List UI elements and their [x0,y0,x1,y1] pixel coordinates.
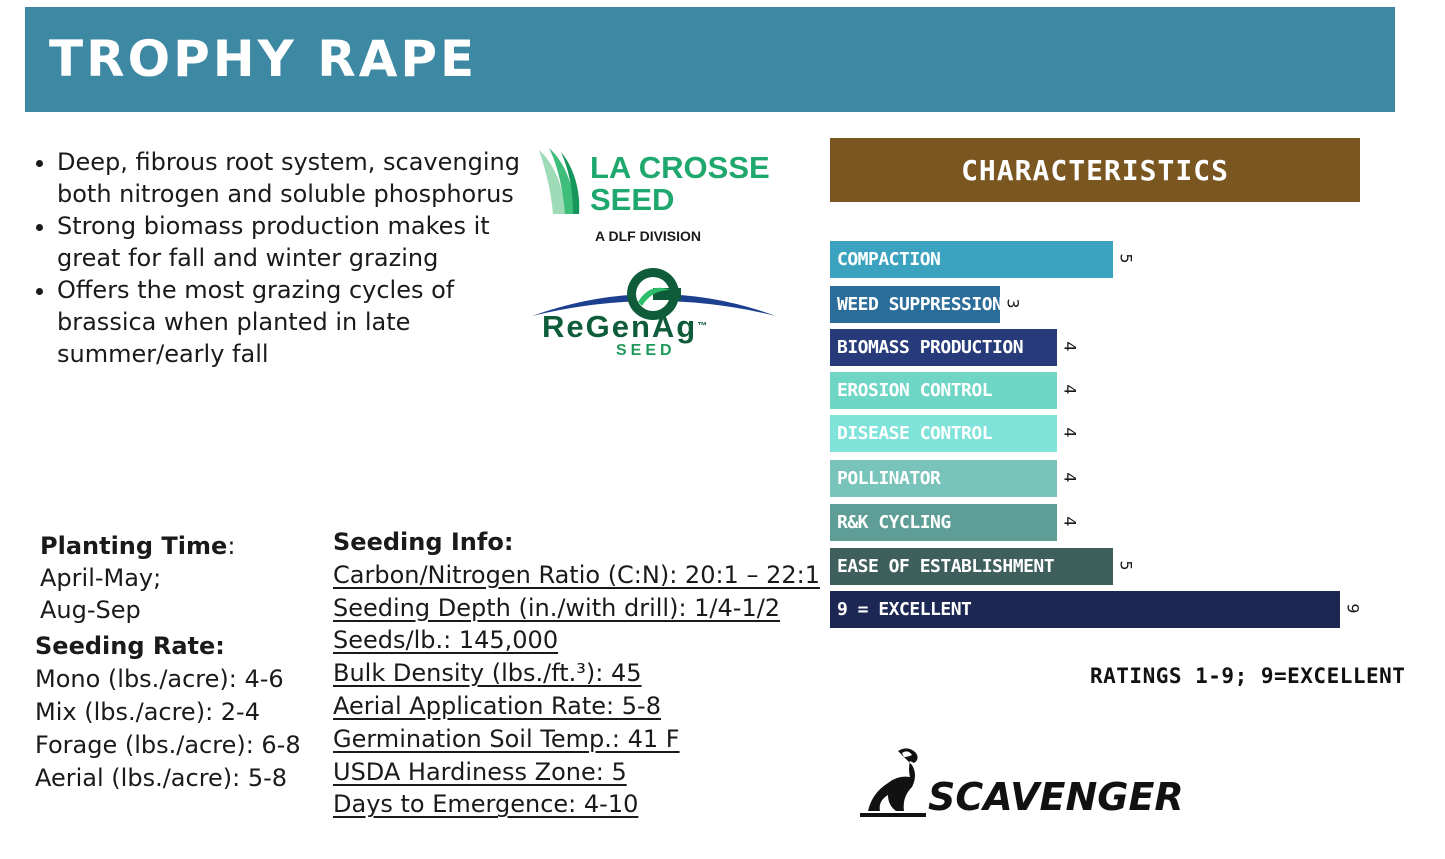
bar-value-label: 4 [1060,427,1080,438]
planting-label: Planting Time [40,532,228,560]
la-crosse-seed-logo [535,148,780,248]
seeding-info-label: Seeding Info: [333,528,514,556]
seeding-rate [35,630,301,795]
bar-value-label: 3 [1003,298,1023,309]
bar-9-excellent [830,591,1340,628]
logo-subtitle: SEED [616,342,676,359]
planting-time [40,530,235,626]
scavenger-wordmark: SCAVENGER [928,775,1184,819]
bar-ease-of-establishment [830,548,1113,585]
seeding-info-row: Bulk Density (lbs./ft.³): 45 [333,659,642,688]
seeding-info-row: Germination Soil Temp.: 41 F [333,724,680,753]
bar-label: EROSION CONTROL [837,380,993,401]
logo-text-line2: SEED [590,182,675,217]
bar-label: 9 = EXCELLENT [837,599,972,620]
seeding-info-row: Seeding Depth (in./with drill): 1/4-1/2 [333,593,781,622]
bar-value-label: 5 [1116,560,1136,571]
seeding-rate-row: Aerial (lbs./acre): 5-8 [35,764,288,792]
seeding-info-row: Aerial Application Rate: 5-8 [333,691,661,720]
seeding-rate-row: Mix (lbs./acre): 2-4 [35,698,260,726]
bar-value-label: 4 [1060,472,1080,483]
seeding-rate-row: Mono (lbs./acre): 4-6 [35,665,284,693]
bar-weed-suppression [830,286,1003,323]
logo-subtitle: A DLF DIVISION [595,228,702,244]
page-title: TROPHY RAPE [49,30,478,88]
seeding-info-row: Seeds/lb.: 145,000 [333,626,559,655]
bar-erosion-control [830,372,1057,409]
bar-disease-control [830,415,1057,452]
bar-value-label: 4 [1060,341,1080,352]
bar-value-label: 4 [1060,516,1080,527]
feature-list [32,146,537,370]
seeding-rate-label: Seeding Rate: [35,632,225,660]
bar-label: EASE OF ESTABLISHMENT [837,556,1055,577]
bar-label: BIOMASS PRODUCTION [837,337,1024,358]
bar-value-label: 9 [1343,603,1363,614]
seeding-info-row: USDA Hardiness Zone: 5 [333,757,627,786]
bar-biomass-production [830,329,1057,366]
bar-r-k-cycling [830,504,1057,541]
scavenger-logo [858,745,1184,825]
seeding-info [333,526,820,821]
bar-label: R&K CYCLING [837,512,951,533]
leaf-icon [535,148,590,218]
planting-window-fall: Aug-Sep [40,596,141,624]
regenag-seed-logo [530,268,780,363]
list-item: • Strong biomass production makes it great for fall and winter grazing [57,210,537,274]
bar-value-label: 5 [1116,253,1136,264]
list-item: • Deep, fibrous root system, scavenging both nitrogen and soluble phosphorus [57,146,537,210]
trademark: ™ [697,321,710,332]
title-banner [25,7,1395,112]
bar-label: COMPACTION [837,249,941,270]
ratings-note: RATINGS 1-9; 9=EXCELLENT [1090,664,1406,688]
seeding-info-row: Carbon/Nitrogen Ratio (C:N): 20:1 – 22:1 [333,560,820,589]
logo-text: ReGenAg [542,309,698,344]
planting-colon: : [227,532,236,560]
seeding-rate-row: Forage (lbs./acre): 6-8 [35,731,301,759]
bar-value-label: 4 [1060,384,1080,395]
bar-label: WEED SUPPRESSION [837,294,1003,315]
logo-text-line1: LA CROSSE [590,150,770,185]
bar-label: POLLINATOR [837,468,941,489]
vulture-icon [858,745,930,820]
planting-window-spring: April-May; [40,564,162,592]
bar-compaction [830,241,1113,278]
characteristics-header [830,138,1360,202]
bar-pollinator [830,460,1057,497]
list-item: • Offers the most grazing cycles of brassica when planted in late summer/early fall [57,274,537,370]
bar-label: DISEASE CONTROL [837,423,993,444]
characteristics-title: CHARACTERISTICS [961,153,1229,187]
seeding-info-row: Days to Emergence: 4-10 [333,790,639,819]
